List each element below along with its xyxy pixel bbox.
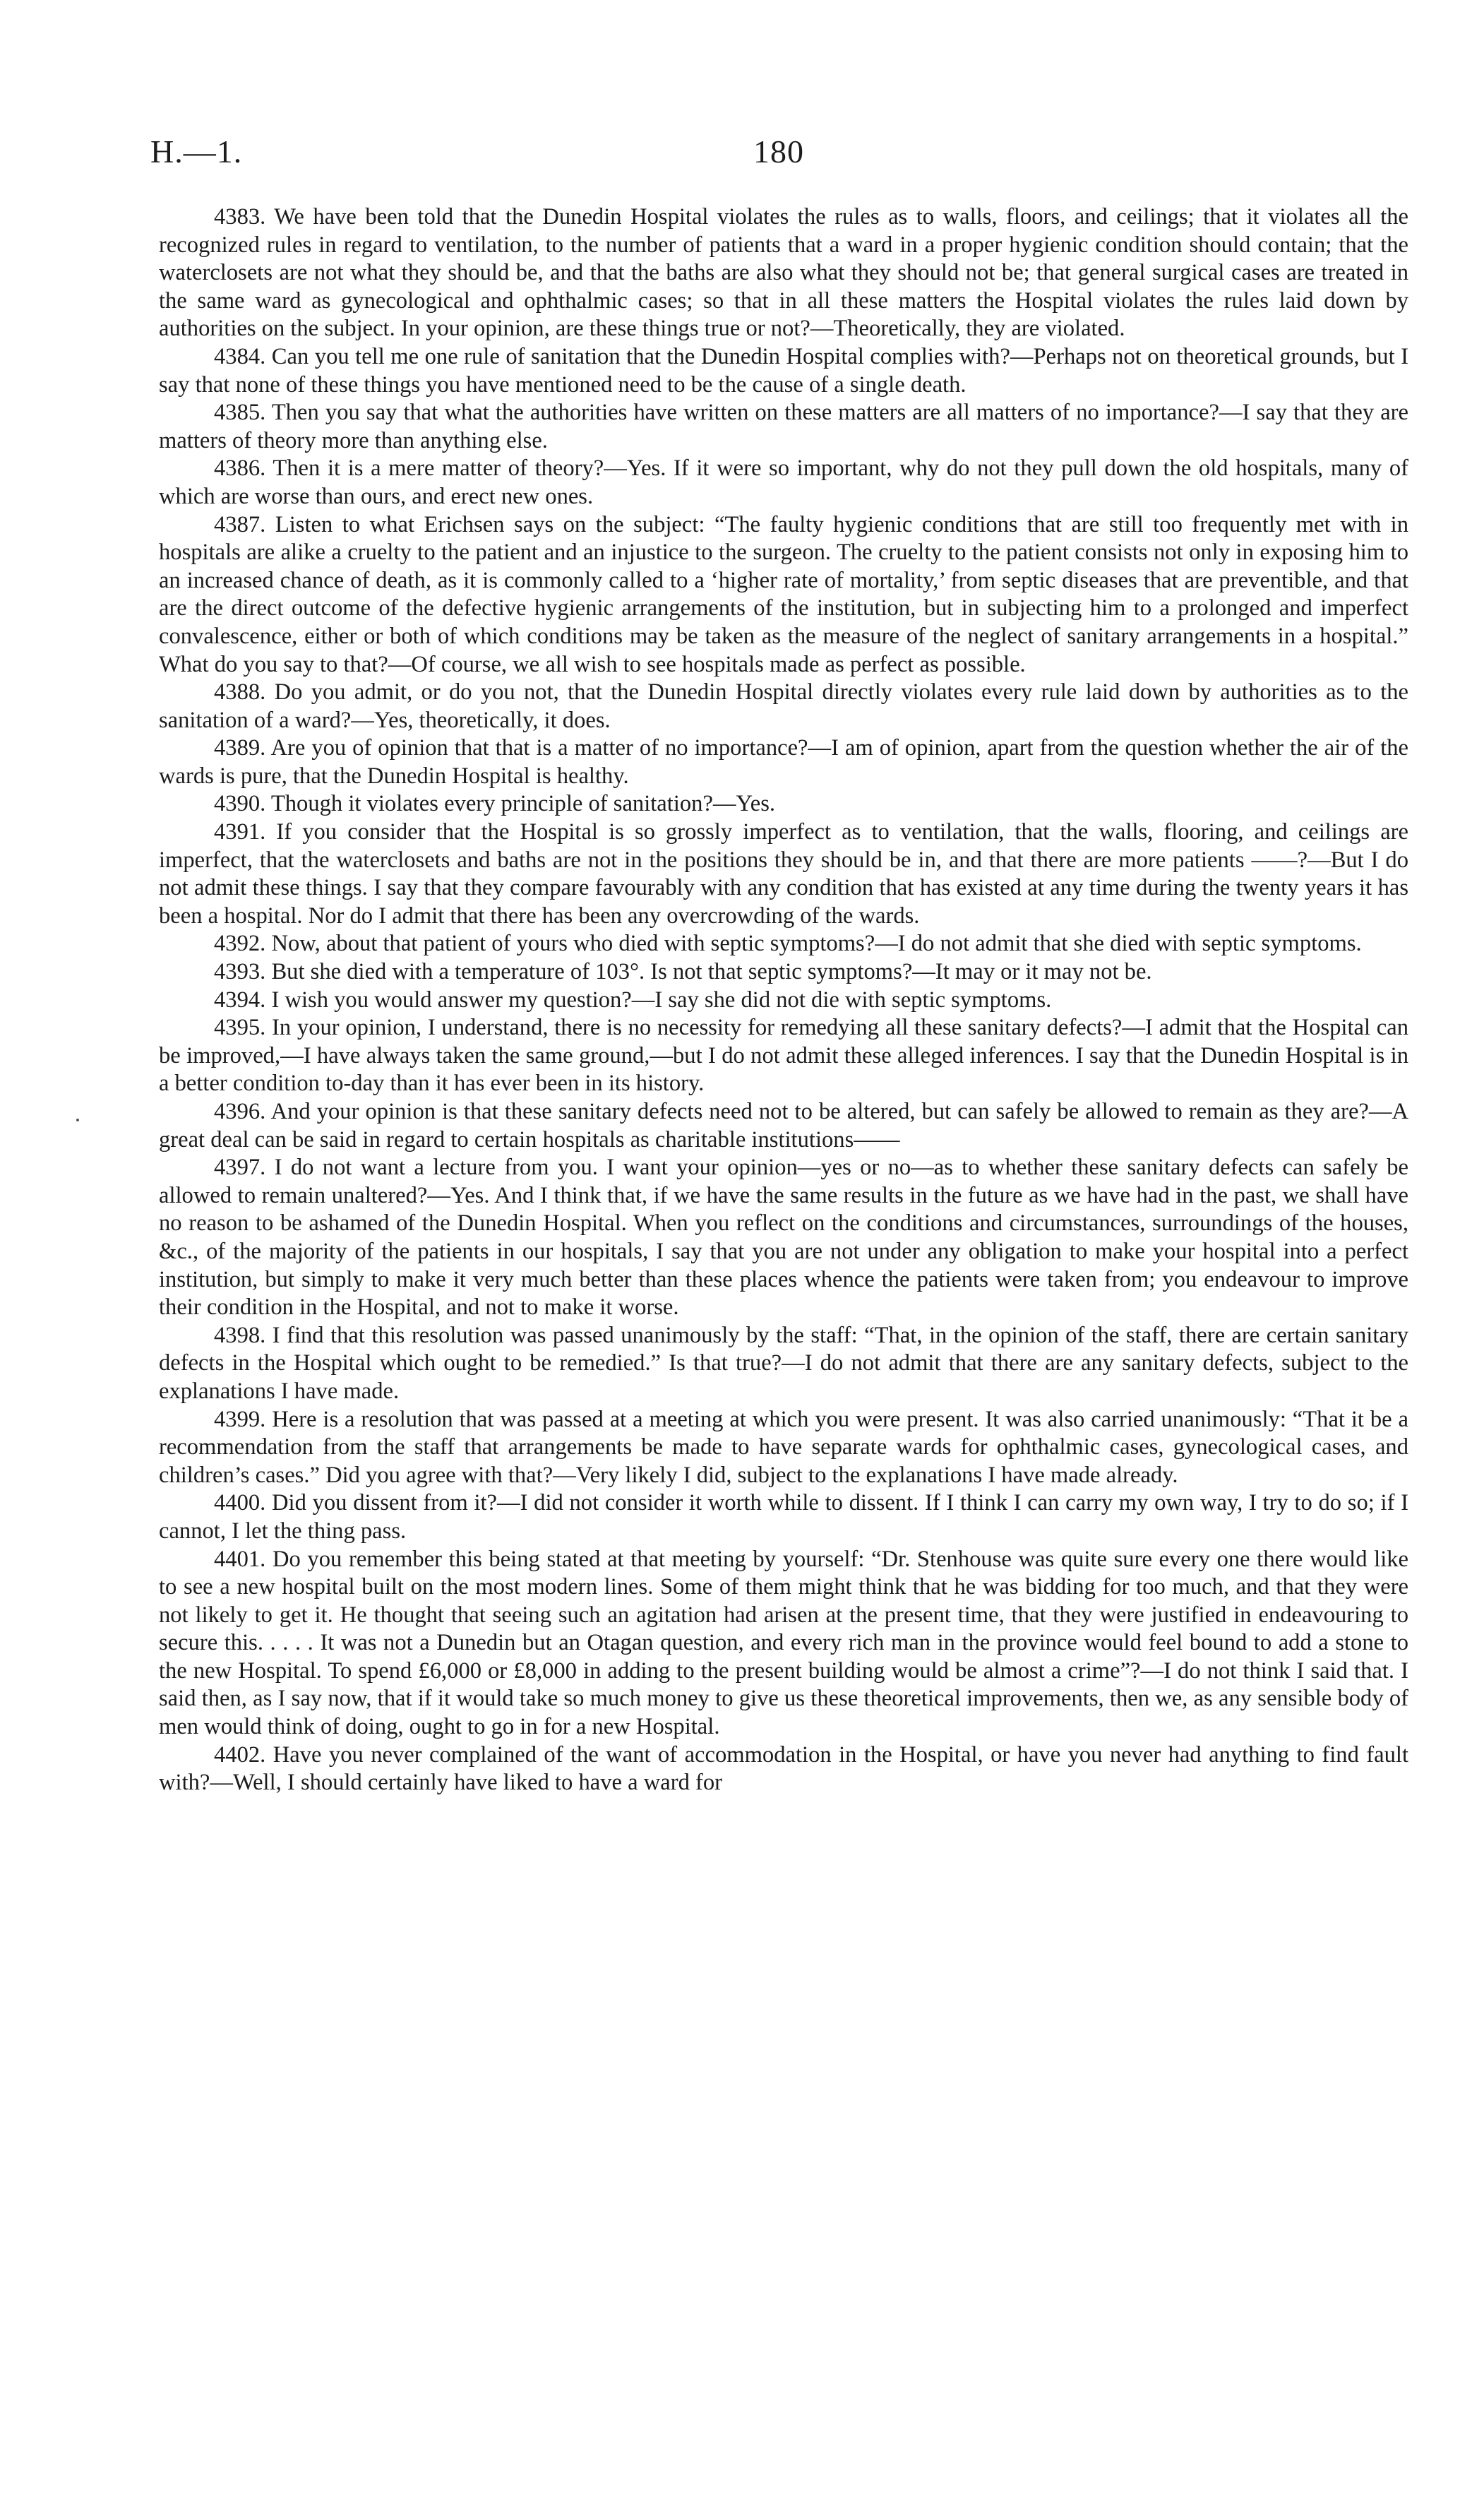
question-4399: 4399. Here is a resolution that was passed at a meeting at which you were present. It was also carried unanimously: “That it be a recommendation from the staff that arrangements be made to have separate wards for ophthalmic cases, gynecological cases, and children’s cases.” Did you agree with that?—Very likely I did, subject to the explanations I have made already.: [159, 1406, 1408, 1488]
question-4390: 4390. Though it violates every principle of sanitation?—Yes.: [214, 791, 776, 817]
question-4391: 4391. If you consider that the Hospital is so grossly imperfect as to ventilation, that the walls, flooring, and ceilings are imperfect, that the waterclosets and baths are not in the positions they should be in, and that there are more patients ——?—But I do not admit these things. I say that they compare favourably with any condition that has existed at any time during the twenty years it has been a hospital. Nor do I admit that there has been any overcrowding of the wards.: [159, 819, 1408, 929]
question-4394: 4394. I wish you would answer my question?—I say she did not die with septic symptoms.: [214, 987, 1052, 1013]
question-4385: 4385. Then you say that what the authorities have written on these matters are all matters of no importance?—I say that they are matters of theory more than anything else.: [159, 400, 1408, 453]
question-4400: 4400. Did you dissent from it?—I did not consider it worth while to dissent. If I think I can carry my own way, I try to do so; if I cannot, I let the thing pass.: [159, 1490, 1408, 1544]
question-4383: 4383. We have been told that the Dunedin Hospital violates the rules as to walls, floors, and ceilings; that it violates all the recognized rules in regard to ventilation, to the number of patients that a ward in a proper hygienic condition should contain; that the waterclosets are not what they should be, and that the baths are also what they should not be; that general surgical cases are treated in the same ward as gynecological and ophthalmic cases; so that in all these matters the Hospital violates the rules laid down by authorities on the subject. In your opinion, are these things true or not?—Theoretically, they are violated.: [159, 204, 1408, 342]
page-header: [150, 133, 1407, 175]
document-reference: H.—1.: [150, 133, 243, 169]
question-4397: 4397. I do not want a lecture from you. I want your opinion—yes or no—as to whether these sanitary defects can safely be allowed to remain unaltered?—Yes. And I think that, if we have the same results in the future as we have had in the past, we shall have no reason to be ashamed of the Dunedin Hospital. When you reflect on the conditions and circumstances, surroundings of the houses, &c., of the majority of the patients in our hospitals, I say that you are not under any obligation to make your hospital into a perfect institution, but simply to make it very much better than these places whence the patients were taken from; you endeavour to improve their condition in the Hospital, and not to make it worse.: [159, 1155, 1408, 1321]
question-4388: 4388. Do you admit, or do you not, that the Dunedin Hospital directly violates every rule laid down by authorities as to the sanitation of a ward?—Yes, theoretically, it does.: [159, 679, 1408, 733]
question-4386: 4386. Then it is a mere matter of theory?—Yes. If it were so important, why do not they pull down the old hospitals, many of which are worse than ours, and erect new ones.: [159, 455, 1408, 509]
question-4395: 4395. In your opinion, I understand, there is no necessity for remedying all these sanitary defects?—I admit that the Hospital can be improved,—I have always taken the same ground,—but I do not admit these alleged inferences. I say that the Dunedin Hospital is in a better condition to-day than it has ever been in its history.: [159, 1015, 1408, 1097]
evidence-text: [159, 203, 1408, 1797]
question-4396: 4396. And your opinion is that these sanitary defects need not to be altered, but can safely be allowed to remain as they are?—A great deal can be said in regard to certain hospitals as charitable institutions——: [159, 1099, 1408, 1153]
margin-mark: [76, 1119, 79, 1121]
question-4393: 4393. But she died with a temperature of 103°. Is not that septic symptoms?—It may or it may not be.: [214, 959, 1152, 985]
question-4392: 4392. Now, about that patient of yours who died with septic symptoms?—I do not admit that she died with septic symptoms.: [214, 931, 1362, 957]
question-4398: 4398. I find that this resolution was passed unanimously by the staff: “That, in the opinion of the staff, there are certain sanitary defects in the Hospital which ought to be remedied.” Is that true?—I do not admit that there are any sanitary defects, subject to the explanations I have made.: [159, 1322, 1408, 1404]
question-4402: 4402. Have you never complained of the want of accommodation in the Hospital, or have you never had anything to find fault with?—Well, I should certainly have liked to have a ward for: [159, 1741, 1408, 1796]
page-number: 180: [753, 133, 804, 169]
question-4389: 4389. Are you of opinion that that is a matter of no importance?—I am of opinion, apart from the question whether the air of the wards is pure, that the Dunedin Hospital is healthy.: [159, 735, 1408, 789]
question-4401: 4401. Do you remember this being stated at that meeting by yourself: “Dr. Stenhouse was quite sure every one there would like to see a new hospital built on the most modern lines. Some of them might think that he was bidding for too much, and that they were not likely to get it. He thought that seeing such an agitation had arisen at the present time, that they were justified in endeavouring to secure this. . . . . It was not a Dunedin but an Otagan question, and every rich man in the province would feel bound to add a stone to the new Hospital. To spend £6,000 or £8,000 in adding to the present building would be almost a crime”?—I do not think I said that. I said then, as I say now, that if it would take so much money to give us these theoretical improvements, then we, as any sensible body of men would think of doing, ought to go in for a new Hospital.: [159, 1546, 1408, 1740]
question-4384: 4384. Can you tell me one rule of sanitation that the Dunedin Hospital complies with?—Perhaps not on theoretical grounds, but I say that none of these things you have mentioned need to be the cause of a single death.: [159, 343, 1408, 398]
question-4387: 4387. Listen to what Erichsen says on the subject: “The faulty hygienic conditions that are still too frequently met with in hospitals are alike a cruelty to the patient and an injustice to the surgeon. The cruelty to the patient consists not only in exposing him to an increased chance of death, as it is commonly called to a ‘higher rate of mortality,’ from septic diseases that are preventible, and that are the direct outcome of the defective hygienic arrangements of the institution, but in subjecting him to a prolonged and imperfect convalescence, either or both of which conditions may be taken as the measure of the neglect of sanitary arrangements in a hospital.” What do you say to that?—Of course, we all wish to see hospitals made as perfect as possible.: [159, 511, 1408, 677]
